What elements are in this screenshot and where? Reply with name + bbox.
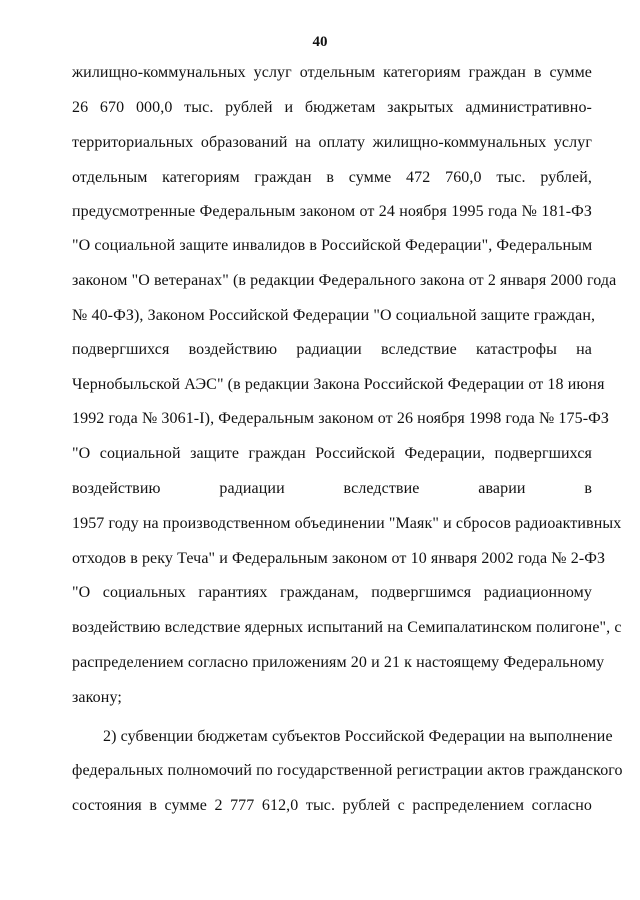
text-line: 1957 году на производственном объединении "Маяк" и сбросов радиоактивных — [72, 515, 622, 532]
text-line: 2) субвенции бюджетам субъектов Российской Федерации на выполнение — [103, 728, 613, 745]
text-line: Чернобыльской АЭС" (в редакции Закона Российской Федерации от 18 июня — [72, 376, 605, 393]
text-line: "О социальной защите граждан Российской Федерации, подвергшихся — [72, 445, 592, 462]
text-line: воздействию вследствие ядерных испытаний на Семипалатинском полигоне", с — [72, 619, 622, 636]
text-line: воздействию радиации вследствие аварии в — [72, 480, 592, 497]
text-line: распределением согласно приложениям 20 и 21 к настоящему Федеральному — [72, 654, 605, 671]
text-line: жилищно-коммунальных услуг отдельным категориям граждан в сумме — [72, 64, 592, 81]
text-line: 26 670 000,0 тыс. рублей и бюджетам закрытых административно- — [72, 99, 592, 116]
text-line: подвергшихся воздействию радиации вследствие катастрофы на — [72, 341, 592, 358]
text-line: № 40-ФЗ), Законом Российской Федерации "О социальной защите граждан, — [72, 307, 596, 324]
text-line: состояния в сумме 2 777 612,0 тыс. рублей с распределением согласно — [72, 797, 592, 814]
text-line: 1992 года № 3061-I), Федеральным законом от 26 ноября 1998 года № 175-ФЗ — [72, 410, 609, 427]
text-line: предусмотренные Федеральным законом от 24 ноября 1995 года № 181-ФЗ — [72, 203, 592, 220]
text-line: отдельным категориям граждан в сумме 472 760,0 тыс. рублей, — [72, 169, 592, 186]
text-line: законом "О ветеранах" (в редакции Федерального закона от 2 января 2000 года — [72, 272, 617, 289]
text-line: закону; — [72, 689, 122, 706]
text-line: "О социальной защите инвалидов в Российской Федерации", Федеральным — [72, 237, 593, 254]
text-line: федеральных полномочий по государственной регистрации актов гражданского — [72, 762, 623, 779]
page-number: 40 — [312, 34, 328, 50]
text-line: "О социальных гарантиях гражданам, подвергшимся радиационному — [72, 584, 592, 601]
text-line: территориальных образований на оплату жилищно-коммунальных услуг — [72, 134, 592, 151]
text-line: отходов в реку Теча" и Федеральным законом от 10 января 2002 года № 2-ФЗ — [72, 550, 606, 567]
